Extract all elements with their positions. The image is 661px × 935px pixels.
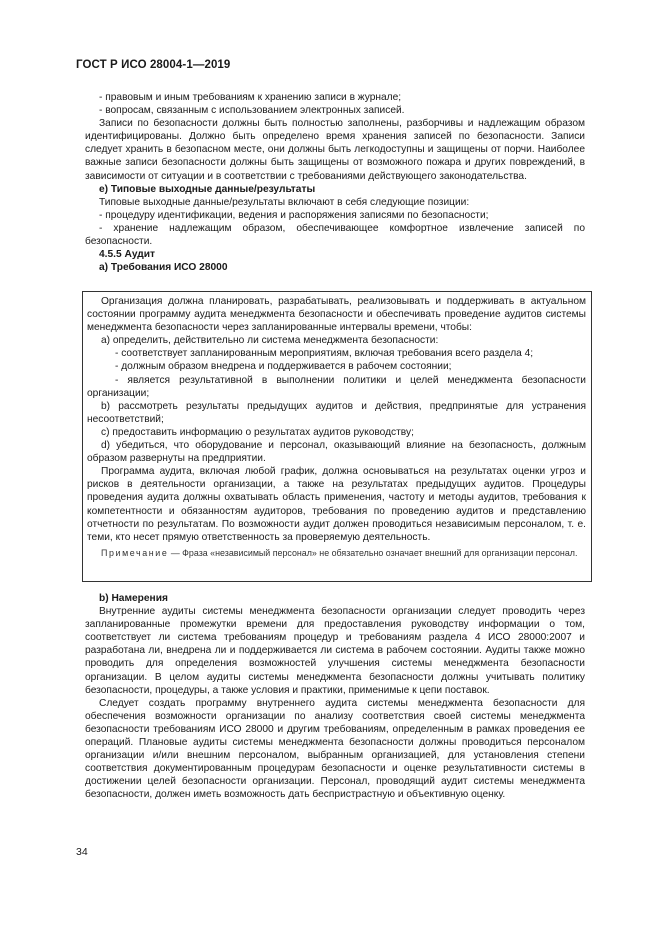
list-item: - является результативной в выполнении политики и целей менеджмента безопасности организации;	[87, 374, 586, 399]
list-item: d) убедиться, что оборудование и персонал, оказывающий влияние на безопасность, должным образом развернуты на предприятии.	[87, 440, 586, 465]
section-heading: е) Типовые выходные данные/результаты	[99, 183, 316, 195]
section-heading: b) Намерения	[99, 593, 168, 604]
note-text: — Фраза «независимый персонал» не обязательно означает внешний для организации персонал.	[168, 547, 578, 558]
paragraph: Организация должна планировать, разрабатывать, реализовывать и поддерживать в актуальном состоянии программу аудита менеджмента безопасности и обеспечивать проведение аудитов системы менеджмента безопасности через запланированные интервалы времени, чтобы:	[87, 296, 586, 334]
list-item: - соответствует запланированным мероприятиям, включая требования всего раздела 4;	[115, 348, 534, 360]
top-text-block	[85, 91, 585, 274]
list-item: - процедуру идентификации, ведения и распоряжения записями по безопасности;	[99, 209, 489, 221]
section-heading: 4.5.5 Аудит	[99, 249, 155, 261]
paragraph: Записи по безопасности должны быть полностью заполнены, разборчивы и надлежащим образом идентифицированы. Должно быть определено время хранения записей по безопасности. Записи следует хранить в безопасном месте, они должны быть легкодоступны и защищены от порчи. Наиболее важные записи безопасности должны быть защищены от возможного пожара и других повреждений, в зависимости от ситуации и в соответствии с требованиями действующего законодательства.	[85, 118, 585, 182]
list-item: - хранение надлежащим образом, обеспечивающее комфортное извлечение записей по безопасности.	[85, 222, 585, 248]
note	[87, 547, 586, 559]
list-item: - должным образом внедрена и поддерживается в рабочем состоянии;	[115, 361, 452, 373]
page-number: 34	[76, 846, 88, 858]
iso-requirements-box	[82, 291, 592, 582]
document-header: ГОСТ Р ИСО 28004-1—2019	[76, 59, 231, 71]
paragraph: Типовые выходные данные/результаты включают в себя следующие позиции:	[99, 196, 470, 208]
paragraph: Внутренние аудиты системы менеджмента безопасности организации следует проводить через запланированные промежутки времени для предоставления руководству информации о том, соответствует ли система требованиям процедур и требованиям раздела 4 ИСО 28000:2007 и разработана ли, внедрена ли и поддерживается ли система в рабочем состоянии. Аудиты также можно проводить для определения возможностей улучшения системы менеджмента безопасности организации. В целом аудиты системы менеджмента безопасности должны учитывать политику безопасности, процедуры, а также условия и практики, применимые к цепи поставок.	[85, 606, 585, 696]
section-heading: а) Требования ИСО 28000	[99, 262, 228, 274]
box-text	[87, 295, 586, 559]
list-item: c) предоставить информацию о результатах аудитов руководству;	[101, 426, 414, 438]
paragraph: Следует создать программу внутреннего аудита системы менеджмента безопасности для обеспечения возможности организации по анализу соответствия своей системы менеджмента безопасности требованиям ИСО 28000 и другим требованиям, определенным в рамках проведения ее операций. Плановые аудиты системы менеджмента безопасности должны проводиться персоналом организации и/или внешним персоналом, выбранным организацией, для установления степени соответствия документированным процедурам безопасности и оценке результативности системы в достижении целей безопасности организации. Персонал, проводящий аудит системы менеджмента безопасности, должен иметь возможность дать беспристрастную и объективную оценку.	[85, 697, 585, 801]
list-item: b) рассмотреть результаты предыдущих аудитов и действия, предпринятые для устранения несоответствий;	[87, 400, 586, 425]
bottom-text-block	[85, 592, 585, 802]
list-item: - вопросам, связанным с использованием электронных записей.	[99, 105, 405, 117]
list-item: - правовым и иным требованиям к хранению записи в журнале;	[99, 92, 402, 103]
paragraph: Программа аудита, включая любой график, должна основываться на результатах оценки угроз и рисков в деятельности организации, а также на результатах предыдущих аудитов. Процедуры проведения аудита должны охватывать область применения, частоту и методы аудитов, требования к компетентности и обязанностям аудиторов, требования по проведению аудитов и представлению отчетности по результатам. По возможности аудит должен проводиться независимым персоналом, т. е. теми, кто несет прямую ответственность за проверяемую деятельность.	[87, 466, 586, 543]
list-item: a) определить, действительно ли система менеджмента безопасности:	[101, 335, 439, 347]
note-label: Примечание	[101, 547, 169, 558]
